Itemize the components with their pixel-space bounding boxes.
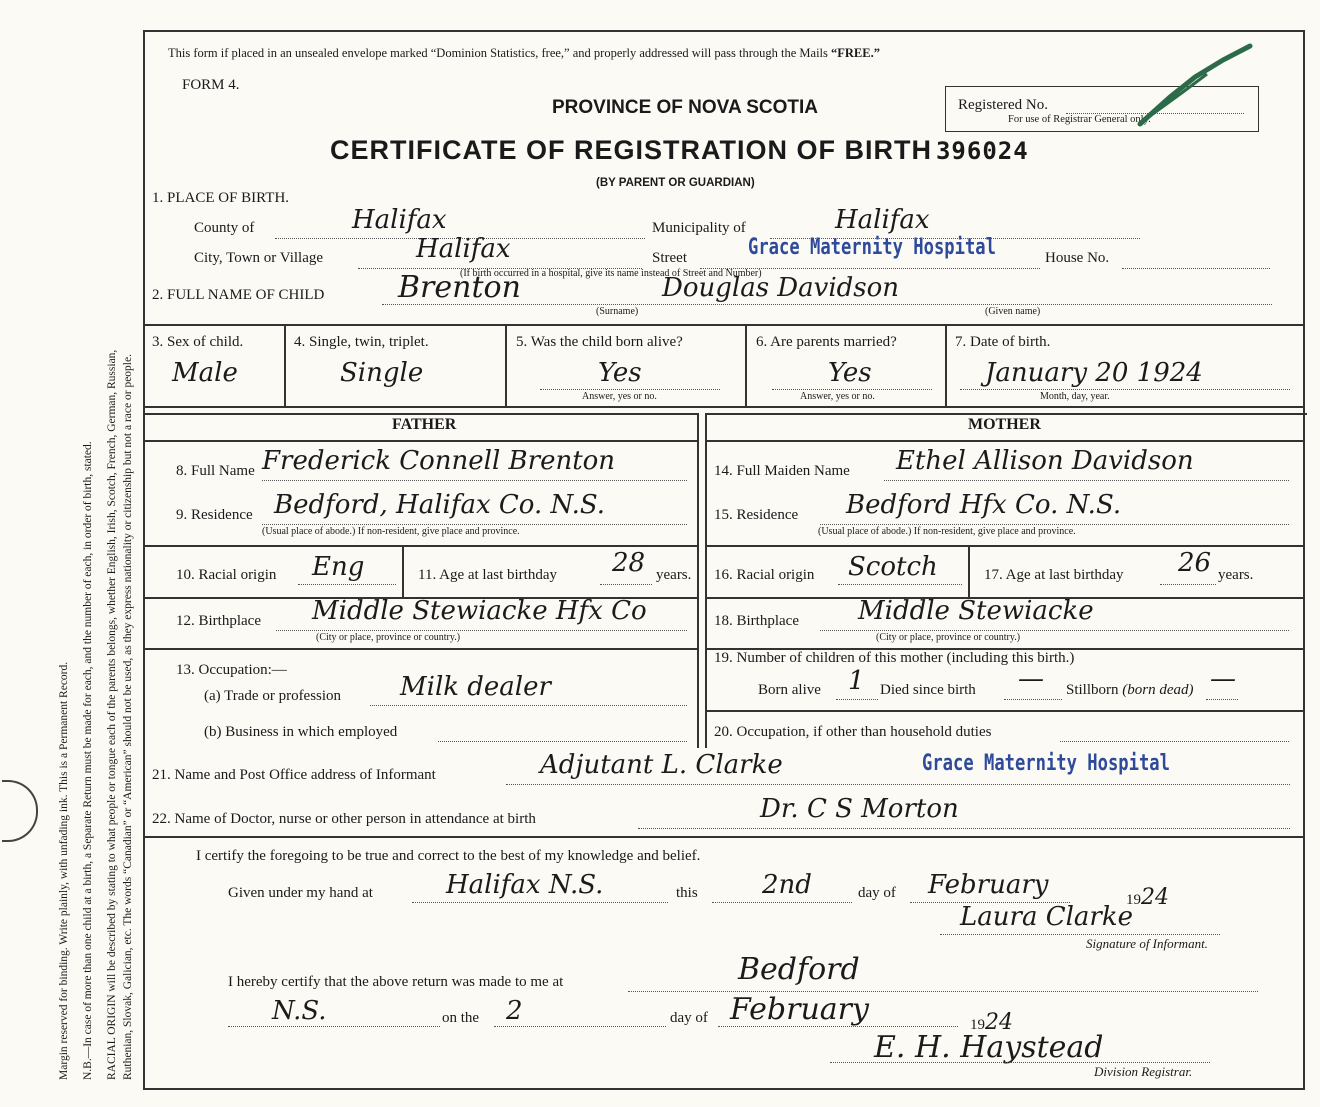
certificate-subtitle: (BY PARENT OR GUARDIAN) [596, 177, 755, 189]
registrar-on-label: on the [442, 1010, 480, 1026]
father-residence-label: 9. Residence [176, 507, 253, 523]
certificate-number: 396024 [935, 137, 1029, 165]
given-name-caption: (Given name) [985, 306, 1041, 317]
this-label: this [676, 885, 698, 901]
mother-birthplace-value: Middle Stewiacke [858, 596, 1094, 626]
mother-birthplace-caption: (City or place, province or country.) [876, 632, 1021, 643]
mother-residence-label: 15. Residence [714, 507, 799, 523]
parents-married-caption: Answer, yes or no. [800, 391, 875, 402]
street-hospital-stamp: Grace Maternity Hospital [748, 235, 996, 260]
registrar-use-note: For use of Registrar General only. [1008, 114, 1151, 125]
hospital-note: (If birth occurred in a hospital, give its name instead of Street and Number) [460, 268, 762, 279]
date-of-birth-value: January 20 1924 [985, 358, 1203, 388]
father-residence-caption: (Usual place of abode.) If non-resident, give place and province. [262, 526, 520, 537]
trade-label: (a) Trade or profession [204, 688, 342, 704]
mother-heading: MOTHER [968, 416, 1041, 433]
father-racial-label: 10. Racial origin [176, 567, 277, 583]
registrar-place-2: N.S. [272, 996, 327, 1026]
father-residence-value: Bedford, Halifax Co. N.S. [274, 490, 605, 520]
given-month: February [928, 870, 1049, 900]
informant-signature: Laura Clarke [960, 902, 1133, 932]
given-day-of-label: day of [858, 885, 896, 901]
father-age-label: 11. Age at last birthday [418, 567, 557, 583]
child-name-label: 2. FULL NAME OF CHILD [152, 287, 325, 303]
father-name-label: 8. Full Name [176, 463, 255, 479]
certify-text: I certify the foregoing to be true and correct to the best of my knowledge and belief. [196, 848, 701, 864]
father-name-value: Frederick Connell Brenton [262, 446, 616, 476]
father-birthplace-value: Middle Stewiacke Hfx Co [312, 596, 647, 626]
mother-racial-label: 16. Racial origin [714, 567, 815, 583]
business-label: (b) Business in which employed [204, 724, 398, 740]
surname-caption: (Surname) [596, 306, 639, 317]
mother-birthplace-label: 18. Birthplace [714, 613, 799, 629]
informant-signature-caption: Signature of Informant. [1086, 936, 1208, 951]
county-label: County of [194, 220, 255, 236]
margin-nb-note: N.B.—In case of more than one child at a birth, a Separate Return must be made for each, and the number of each, in order of birth, stated. [82, 441, 94, 1080]
doctor-name: Dr. C S Morton [760, 794, 959, 824]
children-count-label: 19. Number of children of this mother (including this birth.) [714, 650, 1075, 666]
division-registrar-caption: Division Registrar. [1094, 1064, 1193, 1079]
city-label: City, Town or Village [194, 250, 324, 266]
registrar-month: February [730, 992, 869, 1027]
informant-hospital-stamp: Grace Maternity Hospital [922, 751, 1170, 776]
parents-married-value: Yes [828, 358, 872, 388]
date-of-birth-caption: Month, day, year. [1040, 391, 1110, 402]
born-alive-value: Yes [598, 358, 642, 388]
city-value: Halifax [416, 234, 511, 264]
born-alive-caption: Answer, yes or no. [582, 391, 657, 402]
municipality-value: Halifax [835, 205, 930, 235]
given-day: 2nd [762, 870, 812, 900]
born-alive-label: 5. Was the child born alive? [516, 334, 683, 350]
margin-racial-note-1: RACIAL ORIGIN will be described by stating to what people or tongue each of the parents belongs, whether English, Irish, Scotch, French, German, Russian, [106, 349, 118, 1080]
child-surname: Brenton [398, 270, 521, 305]
sex-value: Male [172, 358, 238, 388]
house-no-label: House No. [1045, 250, 1110, 266]
mail-note: This form if placed in an unsealed envelope marked “Dominion Statistics, free,” and properly addressed will pass through the Mails “FREE.” [168, 46, 880, 60]
check-mark [1135, 42, 1255, 132]
father-birthplace-label: 12. Birthplace [176, 613, 261, 629]
county-value: Halifax [352, 205, 447, 235]
mother-name-value: Ethel Allison Davidson [896, 446, 1194, 476]
born-alive-count-value: 1 [848, 666, 865, 696]
municipality-label: Municipality of [652, 220, 746, 236]
registrar-day: 2 [506, 996, 523, 1026]
plurality-value: Single [340, 358, 424, 388]
registrar-day-of-label: day of [670, 1010, 708, 1026]
street-label: Street [652, 250, 687, 266]
parents-married-label: 6. Are parents married? [756, 334, 897, 350]
child-given-name: Douglas Davidson [662, 273, 900, 303]
province-heading: PROVINCE OF NOVA SCOTIA [552, 97, 819, 118]
plurality-label: 4. Single, twin, triplet. [294, 334, 429, 350]
stillborn-label: Stillborn (born dead) [1066, 682, 1194, 698]
informant-label: 21. Name and Post Office address of Informant [152, 767, 436, 783]
mother-age-value: 26 [1178, 548, 1212, 578]
given-under-label: Given under my hand at [228, 885, 373, 901]
certificate-title: CERTIFICATE OF REGISTRATION OF BIRTH 396024 [330, 135, 1029, 165]
born-alive-count-label: Born alive [758, 682, 821, 698]
mother-years-label: years. [1218, 567, 1254, 583]
given-year: 1924 [1126, 885, 1169, 910]
registrar-place: Bedford [738, 952, 860, 987]
died-since-birth-value: — [1018, 664, 1044, 694]
mother-age-label: 17. Age at last birthday [984, 567, 1124, 583]
mother-name-label: 14. Full Maiden Name [714, 463, 850, 479]
date-of-birth-label: 7. Date of birth. [955, 334, 1051, 350]
father-racial-value: Eng [312, 552, 365, 582]
stillborn-value: — [1210, 664, 1236, 694]
father-years-label: years. [656, 567, 692, 583]
doctor-label: 22. Name of Doctor, nurse or other person in attendance at birth [152, 811, 536, 827]
form-number: FORM 4. [182, 77, 240, 93]
mother-racial-value: Scotch [848, 552, 938, 582]
registered-no-label: Registered No. [958, 97, 1048, 113]
informant-name: Adjutant L. Clarke [540, 750, 783, 780]
died-since-birth-label: Died since birth [880, 682, 976, 698]
mother-residence-value: Bedford Hfx Co. N.S. [846, 490, 1122, 520]
father-heading: FATHER [392, 416, 457, 433]
margin-binding-note: Margin reserved for binding. Write plainly, with unfading ink. This is a Permanent Record. [58, 661, 70, 1080]
registrar-certify-text: I hereby certify that the above return was made to me at [228, 974, 564, 990]
place-of-birth-label: 1. PLACE OF BIRTH. [152, 190, 290, 206]
mother-residence-caption: (Usual place of abode.) If non-resident, give place and province. [818, 526, 1076, 537]
trade-value: Milk dealer [400, 672, 551, 702]
margin-racial-note-2: Ruthenian, Slovak, Galician, etc. The words “Canadian” or “American” should not be used, as they express nationality or citizenship but not a race or people. [122, 354, 134, 1080]
binding-hole [2, 780, 38, 842]
father-birthplace-caption: (City or place, province or country.) [316, 632, 461, 643]
father-age-value: 28 [612, 548, 646, 578]
mother-occupation-label: 20. Occupation, if other than household duties [714, 724, 992, 740]
given-place: Halifax N.S. [446, 870, 604, 900]
occupation-label: 13. Occupation:— [176, 662, 287, 678]
sex-label: 3. Sex of child. [152, 334, 244, 350]
registrar-signature: E. H. Haystead [874, 1030, 1104, 1065]
registrar-year: 1924 [970, 1010, 1013, 1035]
